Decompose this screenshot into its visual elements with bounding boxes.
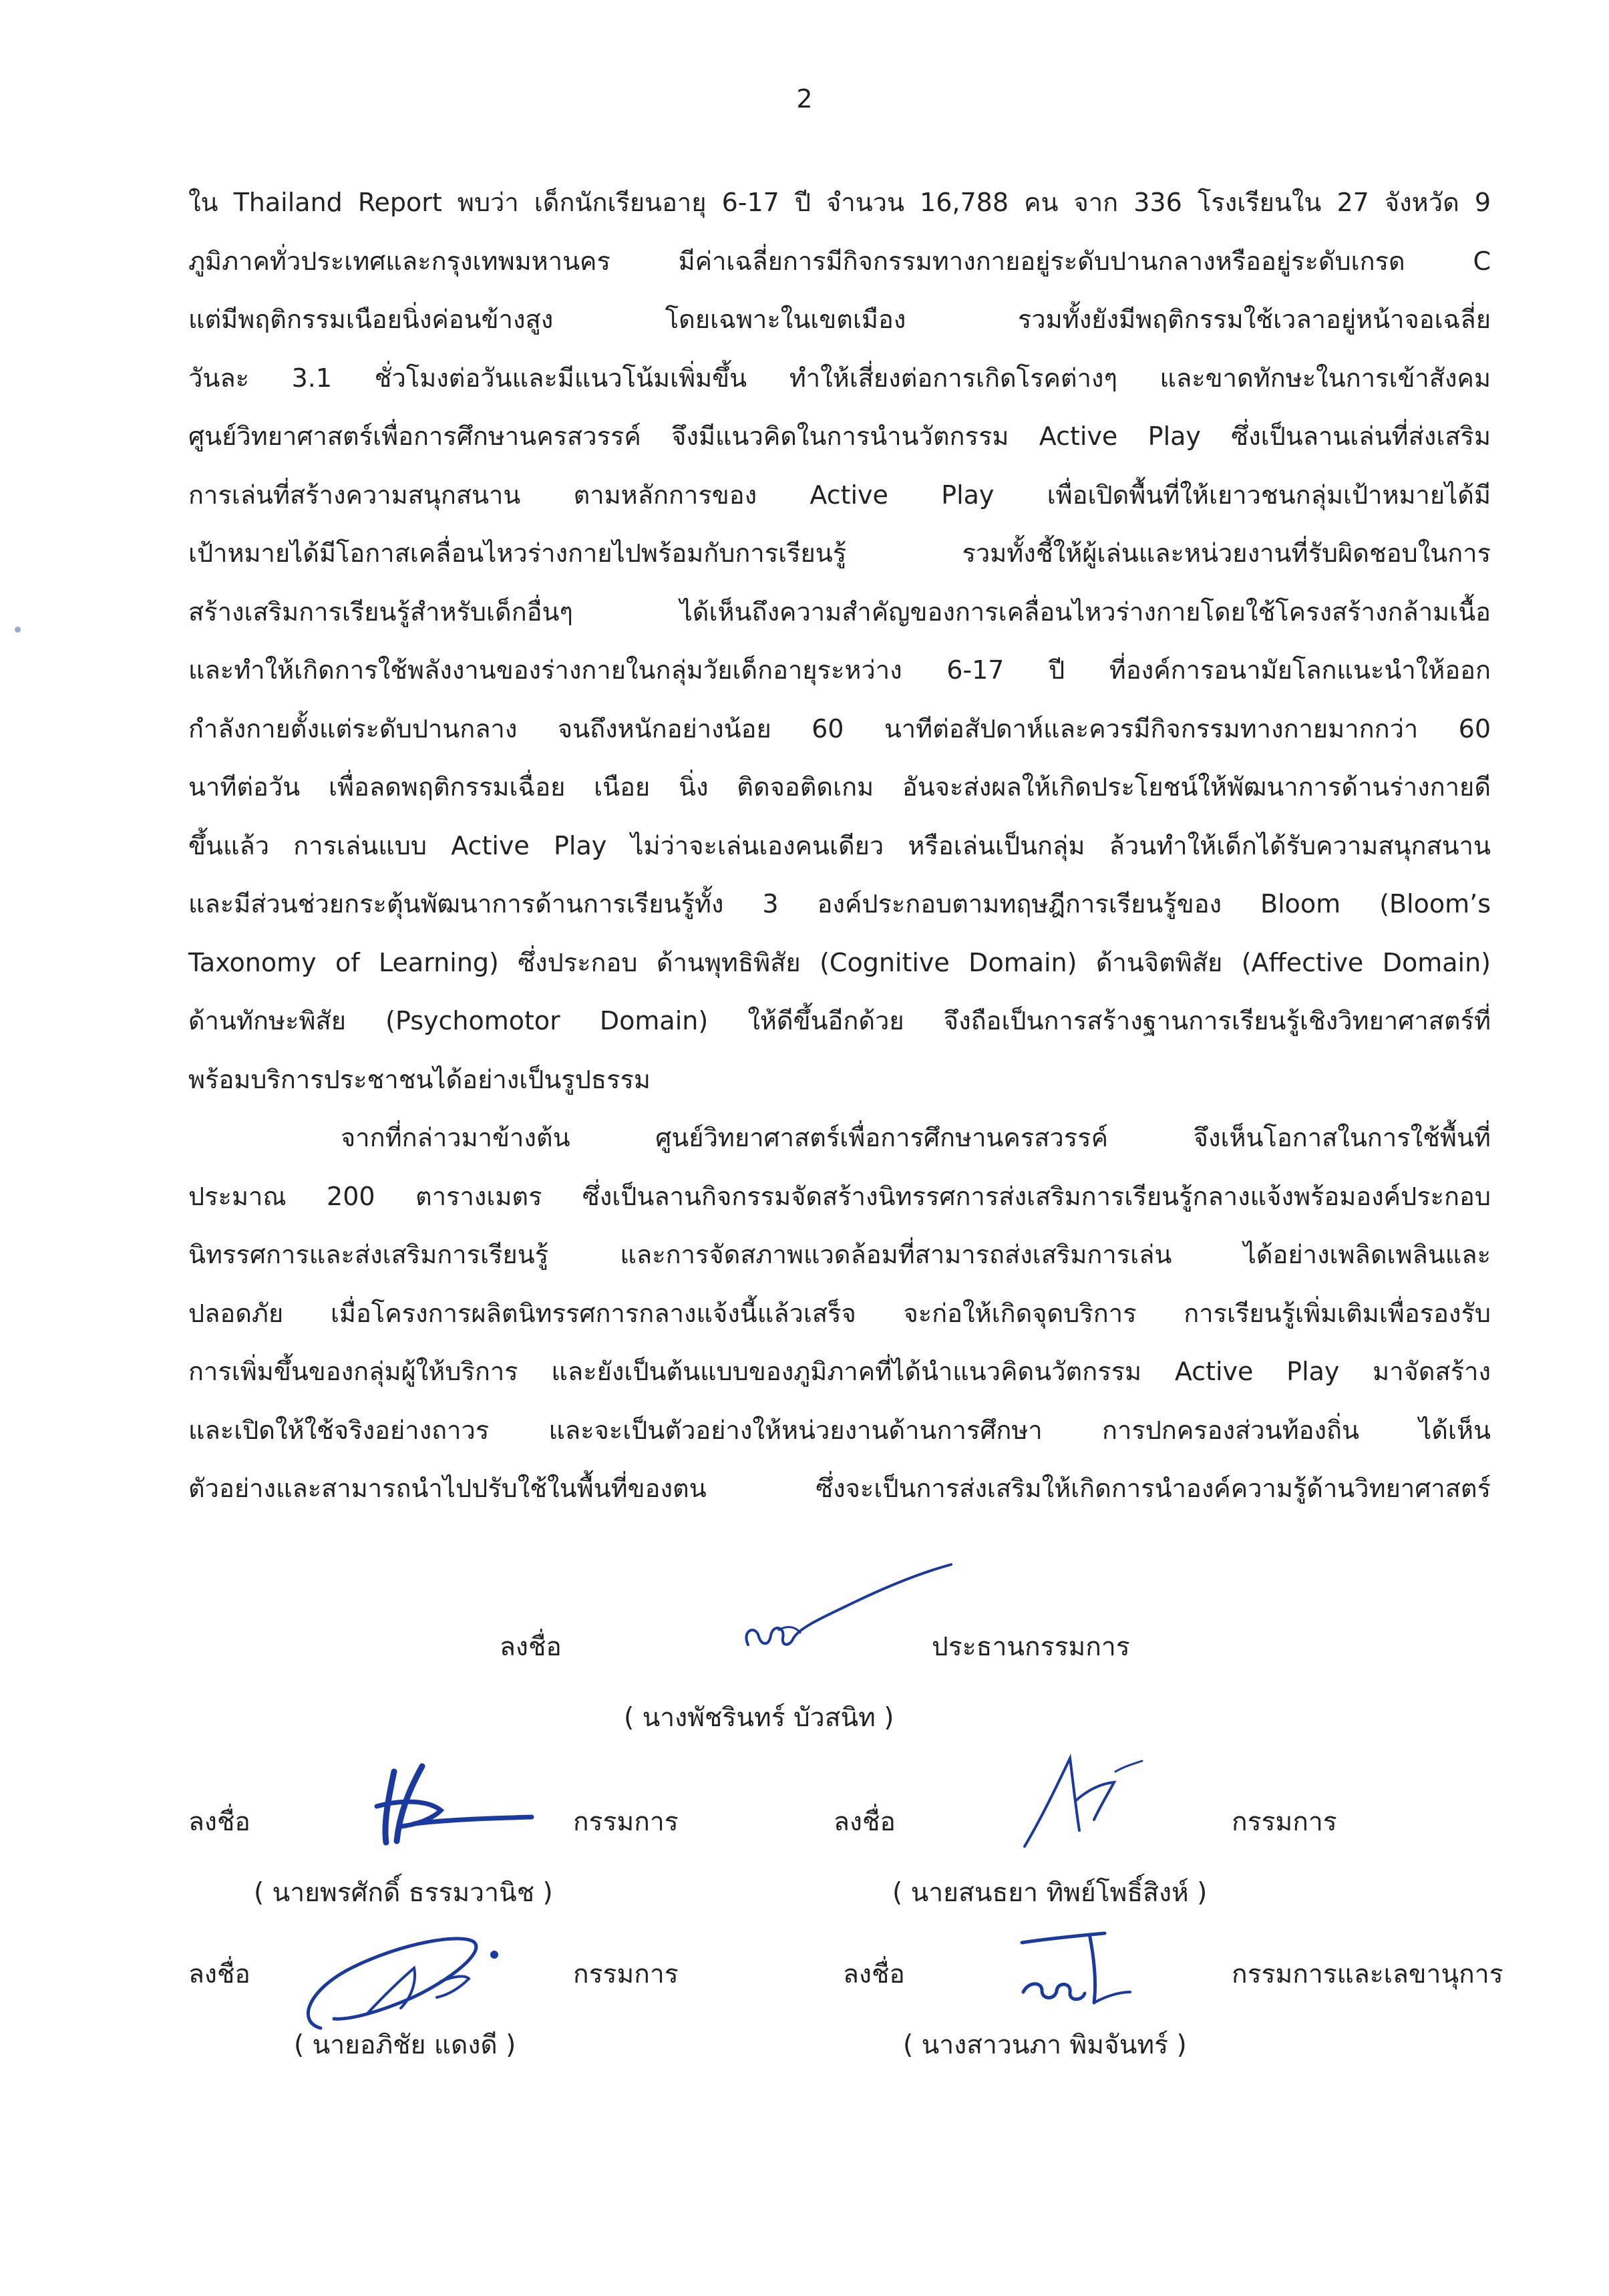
paragraph-line: Taxonomy of Learning) ซึ่งประกอบ ด้านพุทธิพิสัย (Cognitive Domain) ด้านจิตพิสัย (Affective Domain) — [188, 947, 1491, 977]
paragraph-line: และเปิดให้ใช้จริงอย่างถาวร และจะเป็นตัวอย่างให้หน่วยงานด้านการศึกษา การปกครองส่วนท้องถิ่น ได้เห็น — [188, 1415, 1491, 1445]
paragraph-line: นิทรรศการและส่งเสริมการเรียนรู้ และการจัดสภาพแวดล้อมที่สามารถส่งเสริมการเล่น ได้อย่างเพลิดเพลินและ — [188, 1240, 1491, 1269]
member3-name: ( นายอภิชัย แดงดี ) — [294, 2030, 516, 2060]
member1-name: ( นายพรศักดิ์ ธรรมวานิช ) — [254, 1878, 553, 1908]
chair-name: ( นางพัชรินทร์ บัวสนิท ) — [624, 1703, 894, 1733]
paragraph-line: การเพิ่มขึ้นของกลุ่มผู้ให้บริการ และยังเป็นต้นแบบของภูมิภาคที่ได้นำแนวคิดนวัตกรรม Active Play มาจัดสร้าง — [188, 1357, 1491, 1386]
member3-sign-label: ลงชื่อ — [188, 1959, 250, 1989]
secretary-signature — [1015, 1928, 1149, 2015]
paragraph-line: พร้อมบริการประชาชนได้อย่างเป็นรูปธรรม — [188, 1064, 651, 1094]
paragraph-line: ประมาณ 200 ตารางเมตร ซึ่งเป็นลานกิจกรรมจัดสร้างนิทรรศการส่งเสริมการเรียนรู้กลางแจ้งพร้อมองค์ประกอบ — [188, 1181, 1491, 1211]
member3-signature — [294, 1928, 521, 2035]
member1-role: กรรมการ — [573, 1807, 679, 1837]
secretary-sign-label: ลงชื่อ — [843, 1959, 905, 1989]
secretary-role: กรรมการและเลขานุการ — [1232, 1959, 1503, 1989]
chair-sign-label: ลงชื่อ — [500, 1632, 562, 1662]
paragraph-line: วันละ 3.1 ชั่วโมงต่อวันและมีแนวโน้มเพิ่มขึ้น ทำให้เสี่ยงต่อการเกิดโรคต่างๆ และขาดทักษะในการเข้าสังคม — [188, 363, 1491, 393]
paragraph-line: จากที่กล่าวมาข้างต้น ศูนย์วิทยาศาสตร์เพื่อการศึกษานครสวรรค์ จึงเห็นโอกาสในการใช้พื้นที่ — [341, 1123, 1491, 1152]
member2-role: กรรมการ — [1232, 1807, 1337, 1837]
member2-signature — [1015, 1750, 1149, 1850]
paragraph-line: ด้านทักษะพิสัย (Psychomotor Domain) ให้ดีขึ้นอีกด้วย จึงถือเป็นการสร้างฐานการเรียนรู้เชิงวิทยาศาสตร์ที่ — [188, 1006, 1491, 1035]
page-number: 2 — [796, 84, 813, 114]
paragraph-line: และมีส่วนช่วยกระตุ้นพัฒนาการด้านการเรียนรู้ทั้ง 3 องค์ประกอบตามทฤษฎีการเรียนรู้ของ Bloom (Bloom’s — [188, 889, 1491, 919]
paragraph-line: ขึ้นแล้ว การเล่นแบบ Active Play ไม่ว่าจะเล่นเองคนเดียว หรือเล่นเป็นกลุ่ม ล้วนทำให้เด็กได้รับความสนุกสนาน — [188, 830, 1491, 860]
paragraph-line: ศูนย์วิทยาศาสตร์เพื่อการศึกษานครสวรรค์ จึงมีแนวคิดในการนำนวัตกรรม Active Play ซึ่งเป็นลานเล่นที่ส่งเสริม — [188, 422, 1491, 451]
member1-sign-label: ลงชื่อ — [188, 1807, 250, 1837]
paragraph-line: การเล่นที่สร้างความสนุกสนาน ตามหลักการของ Active Play เพื่อเปิดพื้นที่ให้เยาวชนกลุ่มเป้าหมายได้มี — [188, 480, 1491, 510]
paragraph-line: สร้างเสริมการเรียนรู้สำหรับเด็กอื่นๆ ได้เห็นถึงความสำคัญของการเคลื่อนไหวร่างกายโดยใช้โครงสร้างกล้ามเนื้อ — [188, 597, 1491, 627]
paragraph-line: ตัวอย่างและสามารถนำไปปรับใช้ในพื้นที่ของตน ซึ่งจะเป็นการส่งเสริมให้เกิดการนำองค์ความรู้ด้านวิทยาศาสตร์ — [188, 1474, 1491, 1503]
paragraph-line: กำลังกายตั้งแต่ระดับปานกลาง จนถึงหนักอย่างน้อย 60 นาทีต่อสัปดาห์และควรมีกิจกรรมทางกายมากกว่า 60 — [188, 713, 1491, 744]
paragraph-line: เป้าหมายได้มีโอกาสเคลื่อนไหวร่างกายไปพร้อมกับการเรียนรู้ รวมทั้งชี้ให้ผู้เล่นและหน่วยงานที่รับผิดชอบในการ — [188, 538, 1491, 568]
chair-role: ประธานกรรมการ — [932, 1632, 1130, 1662]
chair-signature — [721, 1563, 962, 1670]
paragraph-line: ภูมิภาคทั่วประเทศและกรุงเทพมหานคร มีค่าเฉลี่ยการมีกิจกรรมทางกายอยู่ระดับปานกลางหรืออยู่ระดับเกรด C — [188, 246, 1491, 276]
paragraph-line: ปลอดภัย เมื่อโครงการผลิตนิทรรศการกลางแจ้งนี้แล้วเสร็จ จะก่อให้เกิดจุดบริการ การเรียนรู้เพิ่มเติมเพื่อรองรับ — [188, 1298, 1491, 1328]
paragraph-2 — [188, 1109, 1491, 1518]
paragraph-line: และทำให้เกิดการใช้พลังงานของร่างกายในกลุ่มวัยเด็กอายุระหว่าง 6-17 ปี ที่องค์การอนามัยโลกแนะนำให้ออก — [188, 655, 1491, 685]
member2-sign-label: ลงชื่อ — [834, 1807, 896, 1837]
paragraph-line: แต่มีพฤติกรรมเนือยนิ่งค่อนข้างสูง โดยเฉพาะในเขตเมือง รวมทั้งยังมีพฤติกรรมใช้เวลาอยู่หน้าจอเฉลี่ย — [188, 305, 1491, 334]
paragraph-line: ใน Thailand Report พบว่า เด็กนักเรียนอายุ 6-17 ปี จำนวน 16,788 คน จาก 336 โรงเรียนใน 27 จังหวัด 9 — [188, 188, 1491, 217]
member2-name: ( นายสนธยา ทิพย์โพธิ์สิงห์ ) — [892, 1878, 1208, 1908]
member3-role: กรรมการ — [573, 1959, 679, 1989]
scan-speck — [15, 627, 21, 633]
paragraph-1 — [188, 174, 1491, 1109]
paragraph-line: นาทีต่อวัน เพื่อลดพฤติกรรมเฉื่อย เนือย นิ่ง ติดจอติดเกม อันจะส่งผลให้เกิดประโยชน์ให้พัฒนาการด้านร่างกายดี — [188, 772, 1491, 802]
secretary-name: ( นางสาวนภา พิมจันทร์ ) — [903, 2030, 1187, 2060]
member1-signature — [374, 1764, 541, 1850]
